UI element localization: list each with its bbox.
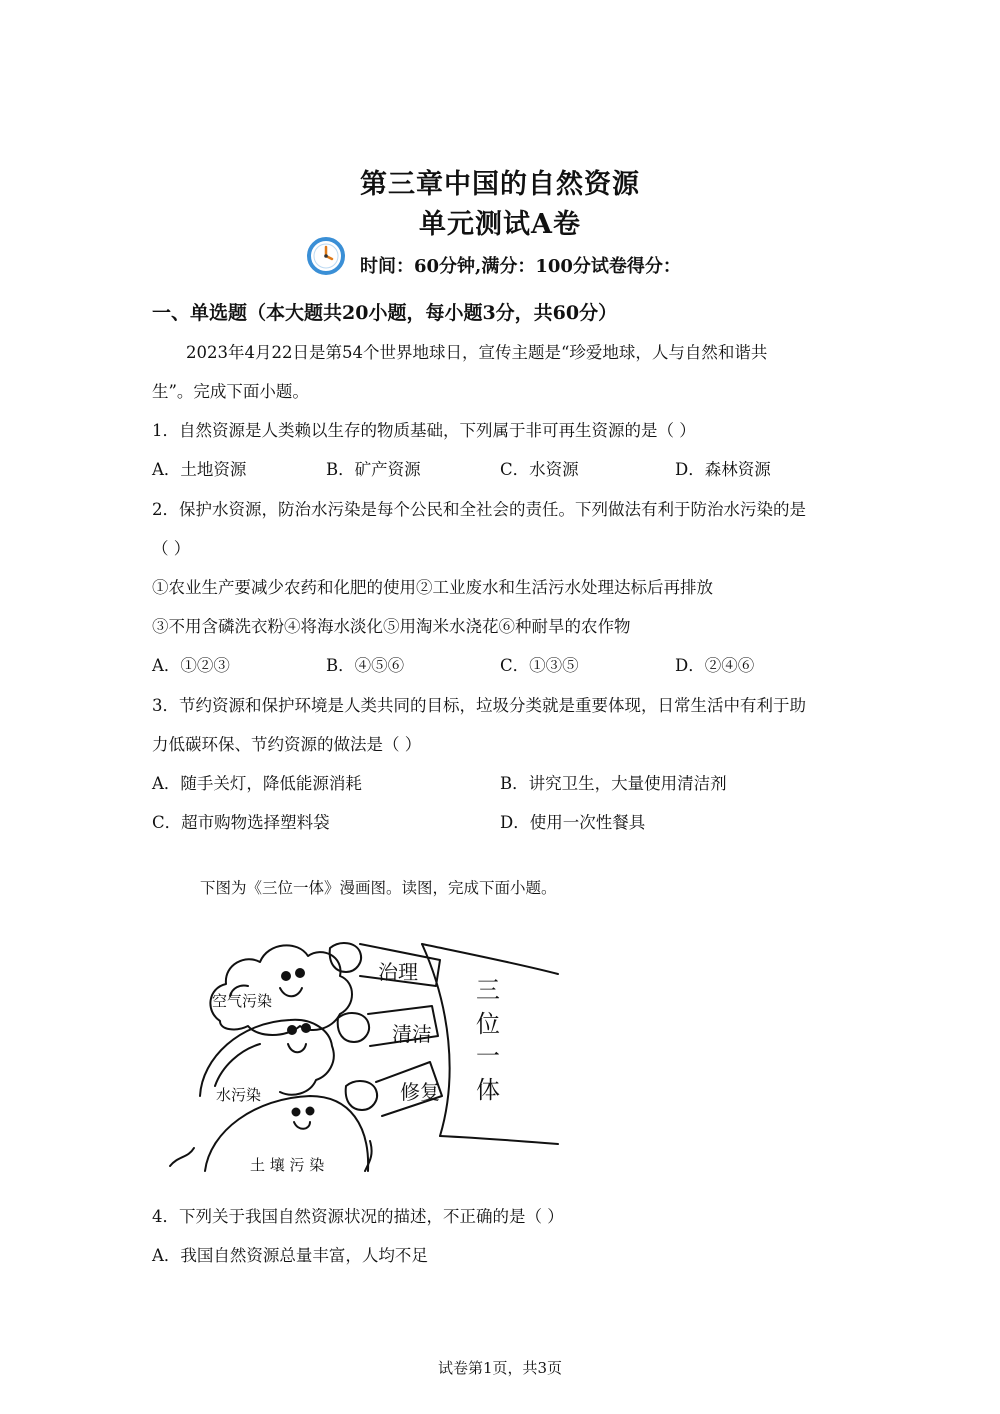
question-3-stem-1: 3．节约资源和保护环境是人类共同的目标，垃圾分类就是重要体现，日常生活中有利于助: [152, 696, 806, 715]
intro-line-1: 2023年4月22日是第54个世界地球日，宣传主题是“珍爱地球，人与自然和谐共: [186, 343, 768, 362]
question-2-stem-2: （ ）: [152, 539, 191, 558]
question-4-stem: 4．下列关于我国自然资源状况的描述，不正确的是（ ）: [152, 1207, 564, 1226]
exam-subtitle: 单元测试A卷: [419, 209, 581, 240]
q1-option-d: D．森林资源: [675, 460, 771, 479]
label-water-pollution: 水污染: [216, 1086, 262, 1104]
q3-option-a: A．随手关灯，降低能源消耗: [152, 774, 362, 793]
q1-option-b: B．矿产资源: [326, 460, 421, 479]
intro-line-2: 生”。完成下面小题。: [152, 382, 309, 401]
q2-option-d: D．②④⑥: [675, 656, 755, 675]
label-body: 体: [476, 1076, 500, 1104]
figure-intro: 下图为《三位一体》漫画图。读图，完成下面小题。: [200, 879, 557, 897]
label-govern: 治理: [378, 960, 418, 984]
exam-meta: 时间：60分钟,满分：100分试卷得分：: [360, 256, 681, 277]
section-heading: 一、单选题（本大题共20小题，每小题3分，共60分）: [152, 302, 618, 324]
exam-title: 第三章中国的自然资源: [360, 169, 640, 200]
label-repair: 修复: [400, 1080, 440, 1104]
q2-option-b: B．④⑤⑥: [326, 656, 405, 675]
q1-option-a: A．土地资源: [152, 460, 247, 479]
q2-option-c: C．①③⑤: [500, 656, 579, 675]
label-clean: 清洁: [392, 1022, 432, 1046]
page-footer: 试卷第1页，共3页: [437, 1359, 563, 1377]
question-1-stem: 1．自然资源是人类赖以生存的物质基础，下列属于非可再生资源的是（ ）: [152, 421, 696, 440]
q3-option-c: C．超市购物选择塑料袋: [152, 813, 330, 832]
label-position: 位: [476, 1010, 500, 1038]
question-2-stem-1: 2．保护水资源，防治水污染是每个公民和全社会的责任。下列做法有利于防治水污染的是: [152, 500, 806, 519]
q3-option-b: B．讲究卫生，大量使用清洁剂: [500, 774, 727, 793]
question-2-items-2: ③不用含磷洗衣粉④将海水淡化⑤用淘米水浇花⑥种耐旱的农作物: [152, 617, 631, 636]
label-air-pollution: 空气污染: [212, 992, 273, 1010]
q4-option-a: A．我国自然资源总量丰富，人均不足: [152, 1246, 428, 1265]
question-2-items-1: ①农业生产要减少农药和化肥的使用②工业废水和生活污水处理达标后再排放: [152, 578, 713, 597]
label-soil-pollution: 土 壤 污 染: [250, 1156, 325, 1174]
clock-icon: [306, 236, 346, 276]
cartoon-figure: [160, 926, 570, 1188]
q3-option-d: D．使用一次性餐具: [500, 813, 646, 832]
q2-option-a: A．①②③: [152, 656, 230, 675]
label-one: 一: [476, 1042, 500, 1070]
question-3-stem-2: 力低碳环保、节约资源的做法是（ ）: [152, 735, 422, 754]
label-three: 三: [476, 976, 500, 1004]
q1-option-c: C．水资源: [500, 460, 579, 479]
